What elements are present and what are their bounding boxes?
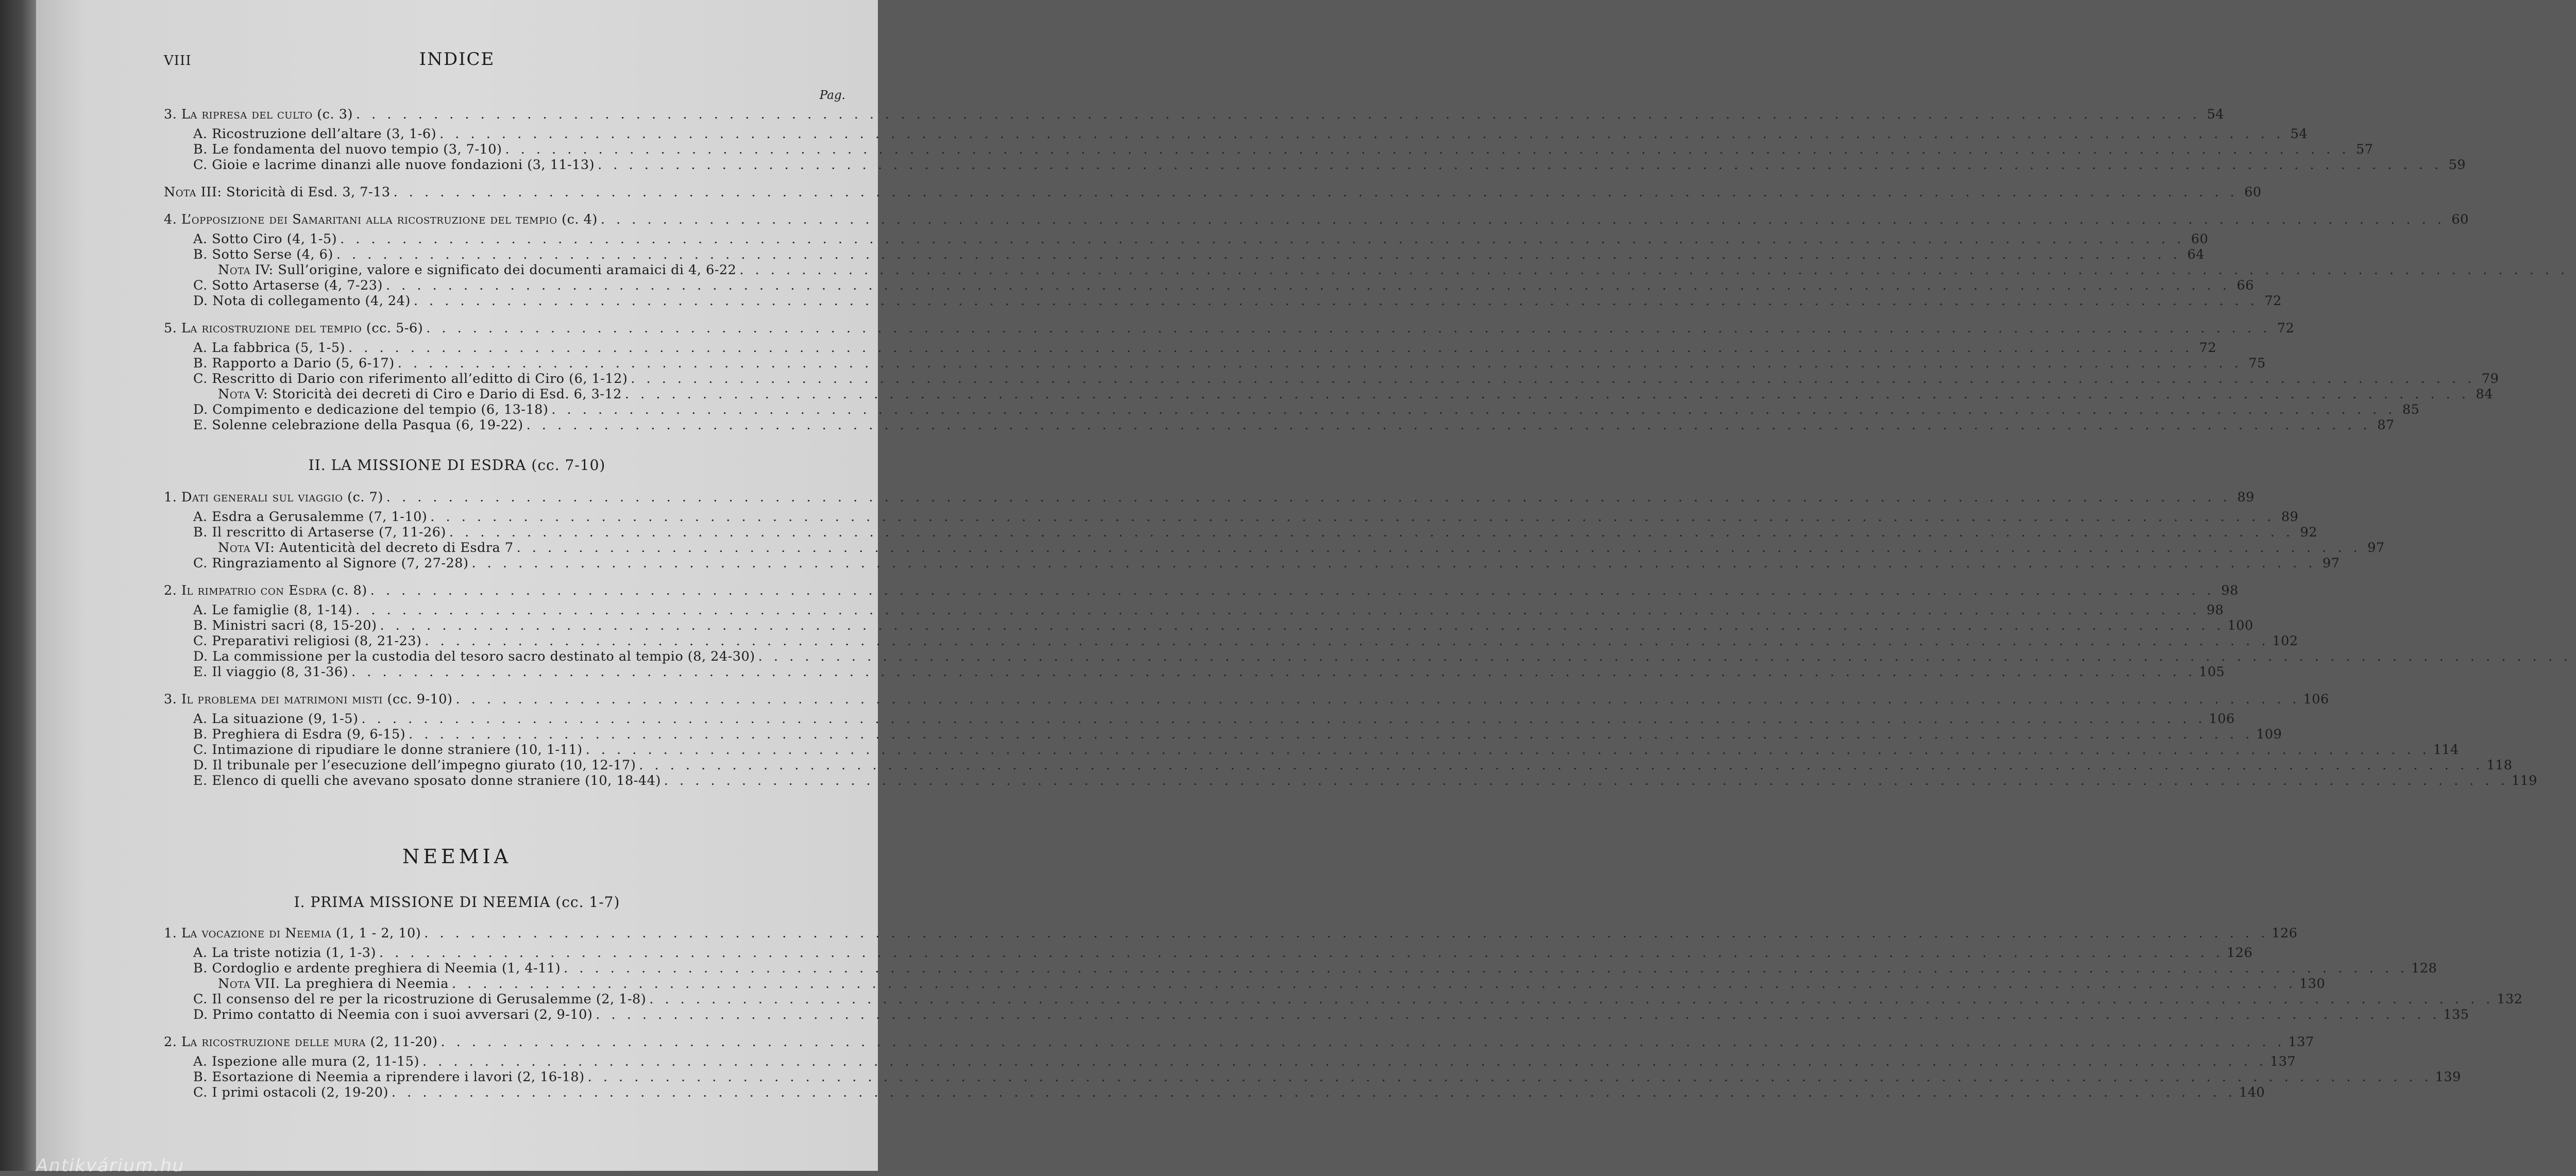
index-page	[36, 0, 2538, 1176]
toc-section-entry	[193, 509, 2299, 525]
toc-entry-title: Preghiera di Esdra (9, 6-15)	[212, 727, 406, 742]
dot-leader	[356, 107, 2200, 123]
dot-leader	[664, 773, 2509, 789]
toc-entry-number: B.	[193, 356, 208, 371]
toc-section-entry	[193, 758, 2513, 774]
toc-entry-title: I primi ostacoli (2, 19-20)	[212, 1085, 388, 1100]
toc-entry-label	[164, 926, 421, 942]
toc-section-entry	[193, 742, 2459, 758]
dot-leader	[649, 992, 2494, 1007]
toc-entry-reference: (c. 7)	[343, 490, 383, 505]
toc-section-entry	[193, 340, 2217, 356]
toc-entry-number: B.	[193, 1069, 208, 1085]
dot-leader	[564, 961, 2408, 977]
dot-leader	[386, 278, 2230, 294]
toc-entry-number: A.	[193, 340, 208, 356]
toc-entry-label	[164, 184, 391, 200]
toc-page-number: 140	[2239, 1085, 2265, 1100]
toc-entry-label	[193, 664, 348, 680]
toc-note-entry	[218, 540, 2385, 556]
toc-page-number: 92	[2300, 525, 2317, 540]
toc-entry-smallcaps-title: L’opposizione dei Samaritani alla ricostruzione del tempio	[181, 212, 557, 227]
toc-section-entry	[193, 618, 2253, 634]
toc-chapter-entry	[164, 692, 2329, 708]
toc-page-number: 87	[2377, 417, 2395, 433]
toc-page-number: 60	[2244, 184, 2262, 200]
toc-entry-label	[193, 509, 427, 525]
toc-entry-number: C.	[193, 992, 208, 1007]
toc-entry-number: C.	[193, 157, 208, 173]
toc-entry-smallcaps-title: Nota	[164, 184, 197, 200]
toc-entry-number: A.	[193, 126, 208, 142]
dot-leader	[452, 976, 2296, 992]
toc-entry-number: D.	[193, 293, 208, 309]
toc-entry-label	[164, 692, 452, 708]
toc-page-number: 57	[2356, 142, 2374, 157]
toc-entry-number: 3.	[164, 692, 177, 707]
toc-entry-number: B.	[193, 247, 208, 262]
toc-chapter-entry	[164, 1034, 2314, 1050]
toc-entry-title: Intimazione di ripudiare le donne straniere (10, 1-11)	[212, 742, 583, 758]
toc-entry-title: Preparativi religiosi (8, 21-23)	[212, 633, 422, 649]
dot-leader	[527, 417, 2371, 433]
dot-leader	[340, 231, 2184, 247]
toc-entry-title: Il tribunale per l’esecuzione dell’impegno giurato (10, 12-17)	[212, 758, 636, 773]
toc-page-number: 130	[2299, 976, 2326, 992]
toc-entry-number: 2.	[164, 583, 177, 598]
dot-leader	[370, 583, 2215, 599]
toc-entry-title: Esortazione di Neemia a riprendere i lavori (2, 16-18)	[212, 1069, 585, 1085]
toc-page-number: 135	[2443, 1007, 2469, 1022]
toc-entry-smallcaps-title: Nota	[218, 540, 251, 556]
toc-entry-label	[193, 773, 661, 789]
dot-leader	[455, 692, 2300, 708]
toc-page-number: 75	[2248, 356, 2266, 371]
toc-page-number: 85	[2402, 402, 2420, 417]
toc-page-number: 106	[2303, 692, 2329, 707]
toc-entry-label	[193, 247, 333, 263]
toc-entry-number: E.	[193, 417, 208, 433]
toc-note-entry	[218, 976, 2326, 992]
toc-entry-smallcaps-title: Il rimpatrio con Esdra	[181, 583, 327, 598]
toc-entry-title: Ricostruzione dell’altare (3, 1-6)	[212, 126, 437, 142]
toc-entry-title: Sotto Serse (4, 6)	[212, 247, 333, 262]
toc-entry-reference: (c. 3)	[312, 107, 353, 122]
toc-entry-label	[193, 157, 595, 173]
toc-page-number: 60	[2191, 231, 2209, 247]
toc-page-number: 139	[2435, 1069, 2461, 1085]
toc-entry-label	[193, 742, 583, 758]
toc-section-entry	[193, 356, 2266, 372]
dot-leader	[505, 142, 2349, 158]
toc-entry-title: Gioie e lacrime dinanzi alle nuove fondazioni (3, 11-13)	[212, 157, 595, 173]
toc-page-number: 72	[2199, 340, 2217, 356]
toc-entry-reference: (c. 8)	[327, 583, 367, 598]
toc-entry-number: 2.	[164, 1034, 177, 1050]
toc-page-number: 109	[2256, 727, 2282, 742]
toc-section-entry	[193, 961, 2437, 977]
toc-entry-number: B.	[193, 618, 208, 633]
toc-entry-smallcaps-title: Nota	[218, 387, 251, 402]
toc-entry-label	[193, 649, 755, 665]
toc-chapter-entry	[164, 926, 2298, 942]
toc-entry-number: A.	[193, 509, 208, 525]
dot-leader	[392, 1085, 2236, 1101]
toc-entry-label	[193, 402, 548, 418]
page-title: INDICE	[419, 49, 495, 70]
toc-entry-number: 3.	[164, 107, 177, 122]
toc-entry-number: A.	[193, 711, 208, 727]
book-heading-neemia: NEEMIA	[402, 845, 512, 868]
toc-entry-label	[193, 417, 523, 433]
toc-entry-label	[193, 142, 502, 158]
watermark-text: Antikvárium.hu	[36, 1155, 185, 1176]
toc-entry-title: La commissione per la custodia del tesoro sacro destinato al tempio (8, 24-30)	[212, 649, 755, 664]
toc-page-number: 97	[2323, 556, 2340, 571]
dot-leader	[409, 727, 2253, 743]
toc-entry-number: D.	[193, 649, 208, 664]
toc-entry-smallcaps-title: La ricostruzione del tempio	[181, 321, 362, 336]
toc-section-entry	[193, 371, 2499, 387]
dot-leader	[430, 509, 2275, 525]
toc-entry-title: Sotto Ciro (4, 1-5)	[212, 231, 337, 247]
toc-page-number: 84	[2476, 387, 2493, 402]
toc-entry-reference: VI: Autenticità del decreto di Esdra 7	[250, 540, 514, 556]
toc-entry-title: La situazione (9, 1-5)	[212, 711, 359, 727]
toc-entry-label	[193, 711, 358, 727]
toc-entry-smallcaps-title: Nota	[218, 976, 251, 992]
toc-entry-reference: (cc. 5-6)	[362, 321, 423, 336]
toc-entry-number: B.	[193, 961, 208, 976]
toc-entry-number: B.	[193, 525, 208, 540]
toc-entry-label	[218, 976, 449, 992]
dot-leader	[517, 540, 2361, 556]
toc-chapter-entry	[164, 212, 2469, 228]
dot-leader	[379, 945, 2224, 961]
toc-entry-number: A.	[193, 1054, 208, 1069]
toc-section-entry	[193, 231, 2209, 247]
toc-page-number: 54	[2207, 107, 2225, 122]
toc-page-number: 98	[2221, 583, 2239, 598]
toc-entry-number: 4.	[164, 212, 177, 227]
toc-entry-reference: (cc. 9-10)	[382, 692, 453, 707]
toc-page-number: 54	[2290, 126, 2308, 142]
toc-entry-number: D.	[193, 402, 208, 417]
toc-entry-label	[164, 583, 367, 599]
toc-entry-reference: (1, 1 - 2, 10)	[331, 926, 421, 941]
toc-section-entry	[193, 417, 2395, 433]
toc-section-entry	[193, 711, 2235, 727]
toc-entry-label	[218, 387, 622, 402]
toc-entry-reference: III: Storicità di Esd. 3, 7-13	[196, 184, 391, 200]
toc-entry-smallcaps-title: Nota	[218, 262, 251, 278]
toc-entry-smallcaps-title: La vocazione di Neemia	[181, 926, 332, 941]
toc-page-number: 126	[2272, 926, 2298, 941]
toc-section-entry	[193, 649, 845, 665]
dot-leader	[601, 212, 2445, 228]
page-column-label: Pag.	[819, 89, 845, 102]
toc-section-entry	[193, 126, 2308, 142]
toc-entry-label	[193, 1085, 388, 1101]
toc-page-number: 128	[2411, 961, 2437, 976]
toc-entry-label	[193, 1054, 419, 1070]
toc-page-number: 137	[2270, 1054, 2296, 1069]
toc-section-entry	[193, 157, 2466, 173]
toc-entry-smallcaps-title: La ripresa del culto	[181, 107, 313, 122]
toc-chapter-entry	[164, 107, 2225, 123]
toc-entry-label	[193, 231, 337, 247]
toc-entry-smallcaps-title: Dati generali sul viaggio	[181, 490, 343, 505]
toc-entry-number: B.	[193, 142, 208, 157]
toc-page-number: 126	[2227, 945, 2253, 961]
toc-entry-title: Il rescritto di Artaserse (7, 11-26)	[212, 525, 446, 540]
toc-entry-number: C.	[193, 1085, 208, 1100]
toc-entry-number: E.	[193, 664, 208, 680]
toc-entry-title: Solenne celebrazione della Pasqua (6, 19-22)	[212, 417, 523, 433]
toc-section-entry	[193, 945, 2253, 961]
dot-leader	[380, 618, 2224, 634]
dot-leader	[739, 262, 2576, 278]
toc-entry-reference: (c. 4)	[557, 212, 598, 227]
dot-leader	[414, 293, 2258, 309]
dot-leader	[588, 1069, 2432, 1085]
toc-entry-title: Le famiglie (8, 1-14)	[212, 602, 353, 618]
toc-entry-title: Ringraziamento al Signore (7, 27-28)	[212, 556, 469, 571]
toc-entry-label	[193, 1007, 592, 1023]
dot-leader	[625, 387, 2469, 402]
toc-entry-title: La fabbrica (5, 1-5)	[212, 340, 346, 356]
toc-page-number: 106	[2209, 711, 2235, 727]
toc-chapter-entry	[164, 321, 2295, 337]
dot-leader	[449, 525, 2294, 541]
toc-entry-smallcaps-title: Il problema dei matrimoni misti	[181, 692, 383, 707]
toc-entry-number: D.	[193, 758, 208, 773]
toc-entry-number: C.	[193, 556, 208, 571]
dot-leader	[639, 758, 2483, 774]
toc-entry-label	[193, 633, 421, 649]
toc-entry-label	[164, 107, 353, 123]
toc-entry-label	[193, 618, 377, 634]
toc-entry-smallcaps-title: La ricostruzione delle mura	[181, 1034, 366, 1050]
dot-leader	[355, 602, 2200, 618]
toc-section-entry	[193, 293, 2282, 309]
toc-page-number: 137	[2288, 1034, 2314, 1050]
toc-section-entry	[193, 1085, 2265, 1101]
toc-entry-title: Cordoglio e ardente preghiera di Neemia (1, 4-11)	[212, 961, 561, 976]
toc-entry-number: A.	[193, 602, 208, 618]
toc-entry-label	[193, 556, 468, 572]
toc-entry-number: E.	[193, 773, 208, 788]
dot-leader	[596, 1007, 2440, 1023]
toc-page-number: 72	[2264, 293, 2282, 309]
dot-leader	[361, 711, 2206, 727]
toc-entry-label	[193, 340, 345, 356]
toc-entry-label	[193, 727, 405, 743]
toc-entry-title: Compimento e dedicazione del tempio (6, 13-18)	[212, 402, 549, 417]
toc-chapter-entry	[164, 184, 2262, 200]
toc-section-entry	[193, 142, 2374, 158]
toc-entry-label	[193, 945, 376, 961]
toc-entry-reference: IV: Sull’origine, valore e significato dei documenti aramaici di 4, 6-22	[250, 262, 737, 278]
toc-section-entry	[193, 1007, 2469, 1023]
dot-leader	[598, 157, 2442, 173]
toc-page-number: 118	[2486, 758, 2513, 773]
dot-leader	[425, 633, 2269, 649]
toc-entry-number: B.	[193, 727, 208, 742]
toc-entry-number: D.	[193, 1007, 208, 1022]
toc-page-number: 97	[2367, 540, 2385, 556]
dot-leader	[348, 340, 2193, 356]
toc-entry-reference: VII. La preghiera di Neemia	[250, 976, 449, 992]
toc-entry-number: C.	[193, 633, 208, 649]
page-number: VIII	[164, 53, 192, 69]
toc-page-number: 132	[2497, 992, 2523, 1007]
toc-entry-title: Esdra a Gerusalemme (7, 1-10)	[212, 509, 428, 525]
toc-entry-label	[193, 293, 411, 309]
toc-section-entry	[193, 402, 2420, 418]
toc-entry-number: A.	[193, 945, 208, 961]
toc-page-number: 60	[2451, 212, 2469, 227]
book-spine-shadow	[0, 0, 36, 1171]
toc-entry-label	[164, 490, 383, 506]
dot-leader	[351, 664, 2196, 680]
toc-entry-label	[193, 278, 383, 294]
toc-note-entry	[218, 262, 845, 278]
toc-chapter-entry	[164, 583, 2239, 599]
toc-entry-title: Rescritto di Dario con riferimento all’editto di Ciro (6, 1-12)	[212, 371, 628, 387]
toc-entry-number: 5.	[164, 321, 177, 336]
toc-section-entry	[193, 664, 2225, 680]
dot-leader	[440, 1034, 2285, 1050]
toc-entry-label	[218, 540, 514, 556]
toc-page-number: 100	[2227, 618, 2253, 633]
dot-leader	[426, 321, 2270, 337]
toc-entry-label	[193, 126, 436, 142]
toc-section-entry	[193, 278, 2254, 294]
toc-section-entry	[193, 1069, 2461, 1085]
toc-entry-number: 1.	[164, 490, 177, 505]
dot-leader	[758, 649, 2576, 665]
toc-entry-label	[193, 961, 561, 977]
toc-entry-title: Il viaggio (8, 31-36)	[212, 664, 349, 680]
toc-entry-title: Il consenso del re per la ricostruzione di Gerusalemme (2, 1-8)	[212, 992, 647, 1007]
toc-entry-number: C.	[193, 278, 208, 293]
toc-entry-label	[193, 992, 646, 1007]
dot-leader	[439, 126, 2284, 142]
dot-leader	[471, 556, 2316, 572]
toc-entry-number: C.	[193, 371, 208, 387]
toc-entry-number: A.	[193, 231, 208, 247]
dot-leader	[631, 371, 2475, 387]
toc-section-entry	[193, 992, 2523, 1007]
toc-section-entry	[193, 1054, 2296, 1070]
toc-entry-label	[193, 1069, 585, 1085]
dot-leader	[394, 184, 2238, 200]
toc-entry-number: C.	[193, 742, 208, 758]
dot-leader	[422, 1054, 2267, 1070]
part-heading-neemia-i: I. PRIMA MISSIONE DI NEEMIA (cc. 1-7)	[294, 894, 620, 911]
toc-page-number: 64	[2187, 247, 2205, 262]
toc-page-number: 79	[2481, 371, 2499, 387]
toc-section-entry	[193, 247, 2205, 263]
toc-entry-title: Primo contatto di Neemia con i suoi avversari (2, 9-10)	[212, 1007, 593, 1022]
toc-page-number: 72	[2277, 321, 2295, 336]
toc-entry-label	[193, 525, 446, 541]
toc-entry-title: Elenco di quelli che avevano sposato donne straniere (10, 18-44)	[212, 773, 661, 788]
toc-entry-label	[193, 758, 636, 774]
dot-leader	[551, 402, 2396, 418]
toc-section-entry	[193, 633, 2298, 649]
dot-leader	[424, 926, 2268, 942]
toc-page-number: 98	[2206, 602, 2224, 618]
toc-entry-label	[193, 602, 352, 618]
toc-page-number: 59	[2448, 157, 2466, 173]
toc-entry-title: Le fondamenta del nuovo tempio (3, 7-10)	[212, 142, 502, 157]
toc-page-number: 89	[2281, 509, 2299, 525]
toc-entry-title: Rapporto a Dario (5, 6-17)	[212, 356, 395, 371]
toc-entry-label	[218, 262, 736, 278]
toc-chapter-entry	[164, 490, 2255, 506]
toc-page-number: 105	[2199, 664, 2225, 680]
part-heading-esdra-ii: II. LA MISSIONE DI ESDRA (cc. 7-10)	[308, 457, 606, 474]
toc-page-number: 119	[2511, 773, 2538, 788]
toc-page-number: 102	[2272, 633, 2298, 649]
toc-entry-label	[164, 212, 598, 228]
toc-page-number: 66	[2236, 278, 2254, 293]
toc-entry-title: La triste notizia (1, 1-3)	[212, 945, 376, 961]
toc-section-entry	[193, 773, 2538, 789]
toc-entry-reference: (2, 11-20)	[366, 1034, 438, 1050]
toc-entry-number: 1.	[164, 926, 177, 941]
toc-section-entry	[193, 602, 2224, 618]
toc-entry-label	[164, 1034, 437, 1050]
toc-entry-title: Ispezione alle mura (2, 11-15)	[212, 1054, 419, 1069]
dot-leader	[336, 247, 2181, 263]
toc-section-entry	[193, 556, 2340, 572]
toc-page-number: 89	[2237, 490, 2255, 505]
dot-leader	[398, 356, 2242, 372]
dot-leader	[386, 490, 2231, 506]
toc-entry-title: Sotto Artaserse (4, 7-23)	[212, 278, 383, 293]
toc-entry-title: Ministri sacri (8, 15-20)	[212, 618, 377, 633]
toc-entry-reference: V: Storicità dei decreti di Ciro e Dario di Esd. 6, 3-12	[250, 387, 622, 402]
toc-entry-title: Nota di collegamento (4, 24)	[212, 293, 411, 309]
toc-page-number: 114	[2433, 742, 2459, 758]
dot-leader	[586, 742, 2430, 758]
toc-entry-label	[193, 356, 395, 372]
toc-entry-label	[193, 371, 628, 387]
toc-note-entry	[218, 387, 2493, 402]
toc-section-entry	[193, 727, 2282, 743]
toc-section-entry	[193, 525, 2317, 541]
toc-entry-label	[164, 321, 423, 337]
